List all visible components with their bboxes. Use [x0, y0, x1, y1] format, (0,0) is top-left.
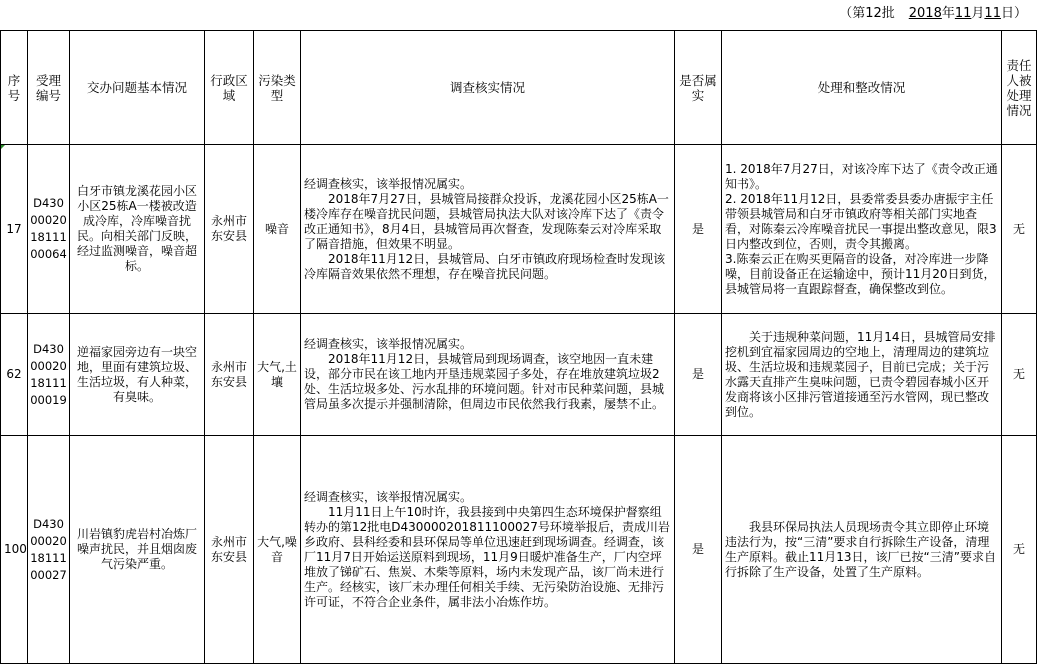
table-row	[1, 145, 1037, 314]
handling-para: 我县环保局执法人员现场责令其立即停止环境违法行为，按“三清”要求自行拆除生产设备，清理生产原料。截止11月13日，该厂已按“三清”要求自行拆除了生产设备，处置了生产原料。	[725, 519, 996, 579]
batch-year-char: 年	[941, 6, 955, 21]
table-row	[1, 436, 1037, 664]
header-is-true: 是否属实	[675, 31, 722, 145]
handling-para: 2. 2018年11月12日，县委常委县委办唐振宇主任带领县城管局和白牙市镇政府等相关部门实地查看，对陈秦云冷库噪音扰民一事提出整改意见，限3日内整改到位，否则，责令其搬离。	[725, 191, 997, 251]
cell-handling	[722, 314, 1002, 436]
cell-accountability: 无	[1002, 436, 1037, 664]
investigation-para: 经调查核实，该举报情况属实。	[304, 176, 473, 191]
header-investigation: 调查核实情况	[301, 31, 675, 145]
handling-para: 3.陈秦云正在购买更隔音的设备，对冷库进一步降噪，目前设备正在运输途中，预计11月20日到货，县城管局将一直跟踪督查，确保整改到位。	[725, 251, 996, 296]
cell-pollution: 大气,土壤	[254, 314, 301, 436]
investigation-para: 经调查核实，该举报情况属实。	[304, 337, 473, 351]
header-handling: 处理和整改情况	[722, 31, 1002, 145]
complaint-table	[0, 30, 1037, 664]
header-seq: 序号	[1, 31, 28, 145]
cell-investigation	[301, 145, 675, 314]
investigation-para: 2018年7月27日，县城管局接群众投诉，龙溪花园小区25栋A一楼冷库存在噪音扰民问题，县城管局执法大队对该冷库下达了《责令改正通知书》，8月4日，县城管局再次督查，发现陈秦云对冷库采取了隔音措施，但效果不明显。	[304, 191, 669, 251]
table-row	[1, 314, 1037, 436]
cell-code: D430000201811100027	[28, 436, 70, 664]
handling-para: 1. 2018年7月27日，对该冷库下达了《责令改正通知书》。	[725, 161, 998, 191]
cell-seq: 100	[1, 436, 28, 664]
header-pollution: 污染类型	[254, 31, 301, 145]
cell-district: 永州市东安县	[205, 314, 254, 436]
cell-accountability: 无	[1002, 145, 1037, 314]
cell-is-true: 是	[675, 145, 722, 314]
batch-day: 11	[984, 6, 1001, 21]
cell-problem: 逆福家园旁边有一块空地，里面有建筑垃圾、生活垃圾，有人种菜，有臭味。	[70, 314, 205, 436]
cell-code: D430000201811100064	[28, 145, 70, 314]
cell-accountability: 无	[1002, 314, 1037, 436]
header-accountability: 责任人被处理情况	[1002, 31, 1037, 145]
header-row	[1, 31, 1037, 145]
header-problem: 交办问题基本情况	[70, 31, 205, 145]
cell-problem: 白牙市镇龙溪花园小区小区25栋A一楼被改造成冷库，冷库噪音扰民。向相关部门反映，经过监测噪音，噪音超标。	[70, 145, 205, 314]
header-district: 行政区域	[205, 31, 254, 145]
cell-investigation	[301, 314, 675, 436]
batch-month: 11	[954, 6, 972, 21]
cell-seq: 17	[1, 145, 28, 314]
batch-open: （第12批	[839, 6, 895, 21]
cell-handling	[722, 145, 1002, 314]
batch-month-char: 月	[971, 6, 985, 21]
batch-day-char: 日	[1000, 6, 1014, 21]
batch-close: ）	[1013, 6, 1027, 21]
cell-seq: 62	[1, 314, 28, 436]
cell-is-true: 是	[675, 314, 722, 436]
investigation-para: 2018年11月12日，县城管局、白牙市镇政府现场检查时发现该冷库隔音效果依然不理想，存在噪音扰民问题。	[304, 251, 666, 281]
cell-investigation	[301, 436, 675, 664]
cell-is-true: 是	[675, 436, 722, 664]
batch-year: 2018	[908, 6, 942, 21]
handling-para: 关于违规种菜问题，11月14日，县城管局安排挖机到宜福家园周边的空地上，清理周边的建筑垃圾、生活垃圾和违规菜园子，目前已完成；关于污水露天直排产生臭味问题，已责令碧园春城小区开发商将该小区排污管道接通至污水管网，现已整改到位。	[725, 329, 996, 419]
cell-problem: 川岩镇豹虎岩村冶炼厂噪声扰民，并且烟囱废气污染严重。	[70, 436, 205, 664]
batch-header	[839, 6, 1027, 22]
cell-pollution: 噪音	[254, 145, 301, 314]
investigation-para: 经调查核实，该举报情况属实。	[304, 489, 473, 504]
cell-handling	[722, 436, 1002, 664]
cell-district: 永州市东安县	[205, 145, 254, 314]
investigation-para: 2018年11月12日，县城管局到现场调查，该空地因一直未建设，部分市民在该工地内开垦违规菜园子多处，存在堆放建筑垃圾2处、生活垃圾多处、污水乱排的环境问题。针对市民种菜问题，县城管局虽多次提示并强制清除，但周边市民依然我行我素，屡禁不止。	[304, 352, 665, 411]
cell-pollution: 大气,噪音	[254, 436, 301, 664]
header-code: 受理编号	[28, 31, 70, 145]
cell-district: 永州市东安县	[205, 436, 254, 664]
investigation-para: 11月11日上午10时许，我县接到中央第四生态环境保护督察组转办的第12批电D430000201811100027号环境举报后，责成川岩乡政府、县科经委和县环保局等单位迅速赶到现场调查。经调查，该厂11月7日开始运送原料到现场，11月9日暖炉准备生产，厂内空坪堆放了锑矿石、焦炭、木柴等原料，场内未发现产品，该厂尚未进行生产。经核实，该厂未办理任何相关手续、无污染防治设施、无排污许可证，不符合企业条件，属非法小冶炼作坊。	[304, 504, 670, 609]
cell-code: D430000201811100019	[28, 314, 70, 436]
